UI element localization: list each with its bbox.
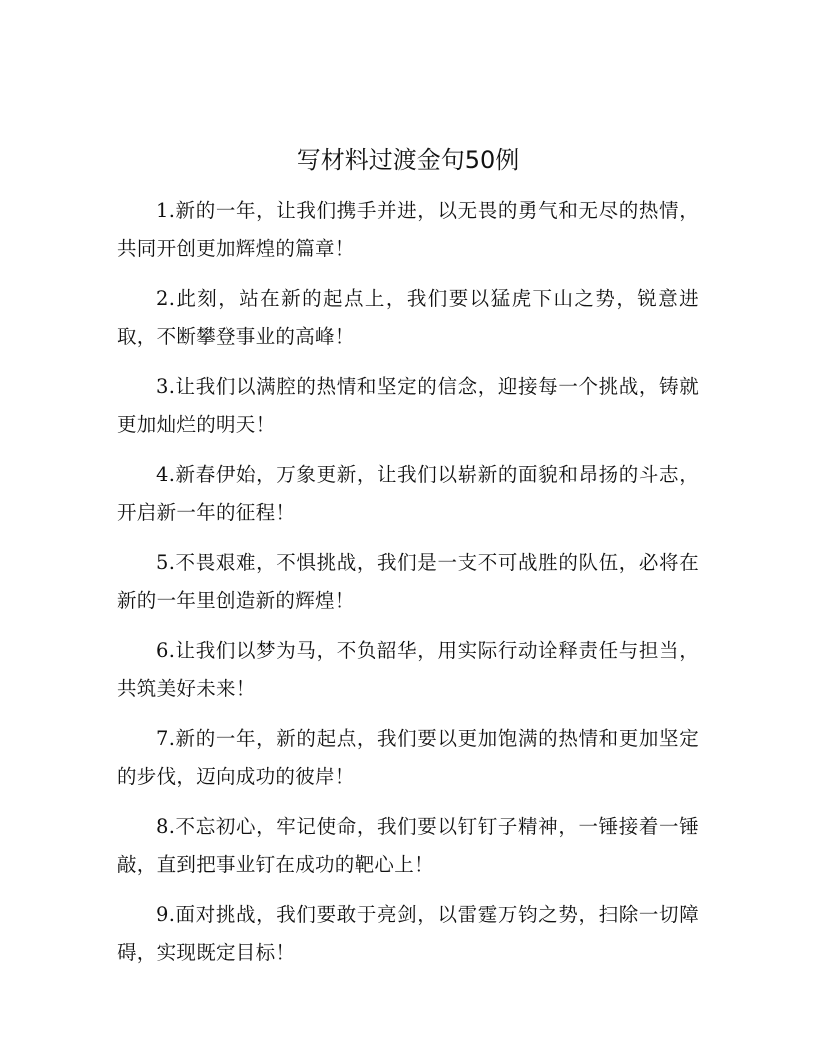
paragraph-4: 4.新春伊始，万象更新，让我们以崭新的面貌和昂扬的斗志，开启新一年的征程！ — [117, 463, 699, 524]
paragraph-3: 3.让我们以满腔的热情和坚定的信念，迎接每一个挑战，铸就更加灿烂的明天！ — [117, 375, 699, 436]
paragraph-7: 7.新的一年，新的起点，我们要以更加饱满的热情和更加坚定的步伐，迈向成功的彼岸！ — [117, 727, 699, 788]
paragraph-9: 9.面对挑战，我们要敢于亮剑，以雷霆万钧之势，扫除一切障碍，实现既定目标！ — [117, 903, 699, 964]
paragraph-5: 5.不畏艰难，不惧挑战，我们是一支不可战胜的队伍，必将在新的一年里创造新的辉煌！ — [117, 551, 699, 612]
document-title: 写材料过渡金句50例 — [296, 146, 520, 174]
paragraph-8: 8.不忘初心，牢记使命，我们要以钉钉子精神，一锤接着一锤敲，直到把事业钉在成功的靶心上！ — [117, 815, 699, 876]
document-body — [117, 192, 699, 984]
paragraph-1: 1.新的一年，让我们携手并进，以无畏的勇气和无尽的热情，共同开创更加辉煌的篇章！ — [117, 199, 699, 260]
paragraph-2: 2.此刻，站在新的起点上，我们要以猛虎下山之势，锐意进取，不断攀登事业的高峰！ — [117, 287, 699, 348]
paragraph-6: 6.让我们以梦为马，不负韶华，用实际行动诠释责任与担当，共筑美好未来！ — [117, 639, 699, 700]
